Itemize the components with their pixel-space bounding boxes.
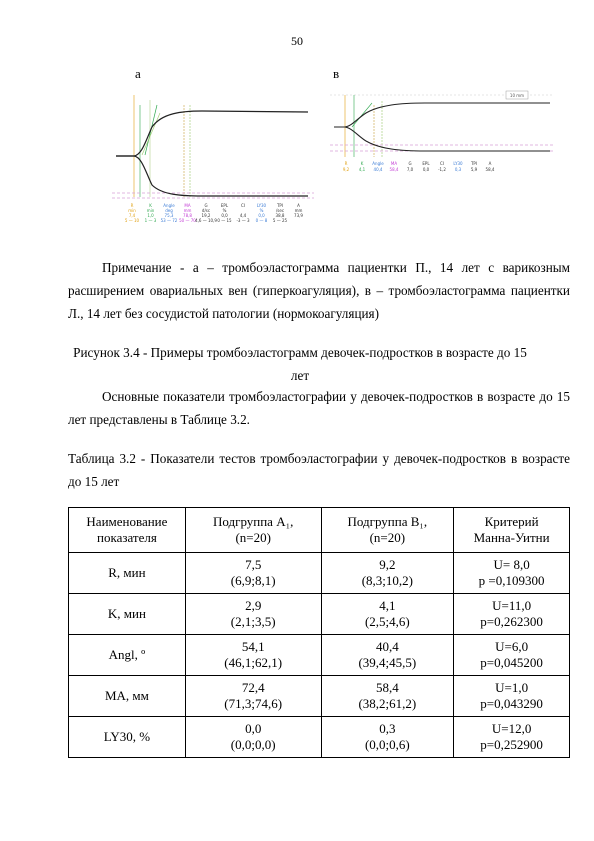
teg-b-param-name: Angle (372, 161, 384, 166)
teg-b-scale-label: 10 mm (509, 93, 525, 98)
cell-mann-whitney: U=1,0 p=0,043290 (454, 676, 570, 717)
teg-b-param-value: 5,9 (470, 167, 478, 172)
teg-a-param-name: A (297, 203, 300, 208)
thromboelastogram-a (112, 85, 314, 235)
cell-group-b1: 9,2 (8,3;10,2) (321, 553, 454, 594)
figure-label-a: а (135, 66, 141, 81)
page-number: 50 (291, 34, 303, 48)
table-row (69, 717, 570, 758)
header-subgroup-a1: Подгруппа А₁, (n=20) (185, 508, 321, 553)
teg-a-param-unit: % (259, 208, 264, 213)
cell-parameter-name: LY30, % (69, 717, 186, 758)
teg-a-param-unit: min (146, 208, 155, 213)
table-row (69, 635, 570, 676)
table-caption: Таблица 3.2 - Показатели тестов тромбоэластографии у девочек-подростков в возрасте до 15 лет (68, 451, 570, 489)
teg-b-param-name: EPL (422, 161, 430, 166)
teg-b-svg (330, 85, 554, 193)
teg-b-param-name: A (488, 161, 492, 166)
teg-b-param-name: TPI (470, 161, 478, 166)
header-mann-whitney: Критерий Манна-Уитни (454, 508, 570, 553)
teg-a-param-name: MA (184, 203, 191, 208)
teg-b-param-value: -1,2 (438, 167, 446, 172)
table-row (69, 676, 570, 717)
teg-a-param-value: 38,8 (275, 213, 285, 218)
teg-b-param-name: MA (390, 161, 398, 166)
cell-group-a1: 72,4 (71,3;74,6) (185, 676, 321, 717)
teg-b-param-value: 0,0 (422, 167, 430, 172)
teg-a-param-value: 0,0 (221, 213, 228, 218)
teg-a-param-range: 50 — 70 (179, 218, 196, 223)
teg-a-param-unit: mm (183, 208, 192, 213)
figure-caption: Рисунок 3.4 - Примеры тромбоэластограмм девочек-подростков в возрасте до 15 лет (73, 345, 527, 383)
table-row (69, 553, 570, 594)
cell-parameter-name: R, мин (69, 553, 186, 594)
cell-mann-whitney: U=6,0 p=0,045200 (454, 635, 570, 676)
teg-a-param-value: 0,0 (258, 213, 265, 218)
teg-b-param-value: 9,2 (342, 167, 350, 172)
cell-group-a1: 0,0 (0,0;0,0) (185, 717, 321, 758)
teg-a-param-range: 4,6 — 10,9 (195, 218, 217, 223)
cell-group-a1: 7,5 (6,9;8,1) (185, 553, 321, 594)
cell-parameter-name: K, мин (69, 594, 186, 635)
teg-a-param-strip (125, 203, 304, 223)
teg-b-param-value: 58,4 (389, 167, 399, 172)
teg-a-param-value: 75,3 (164, 213, 174, 218)
teg-a-param-value: 78,8 (183, 213, 192, 218)
cell-mann-whitney: U=11,0 p=0,262300 (454, 594, 570, 635)
teg-b-param-value: 40,4 (373, 167, 383, 172)
teg-a-param-unit: min (128, 208, 136, 213)
teg-a-param-range: 0 — 15 (217, 218, 232, 223)
cell-group-b1: 0,3 (0,0;0,6) (321, 717, 454, 758)
teg-a-param-unit: % (222, 208, 227, 213)
teg-a-param-name: Angle (163, 203, 175, 208)
cell-group-a1: 54,1 (46,1;62,1) (185, 635, 321, 676)
cell-parameter-name: MA, мм (69, 676, 186, 717)
teg-b-param-name: LY30 (453, 161, 463, 166)
teg-b-param-value: 0,3 (454, 167, 462, 172)
teg-b-param-name: G (408, 161, 412, 166)
teg-a-param-name: LY30 (256, 203, 267, 208)
teg-a-param-value: 19,2 (201, 213, 211, 218)
body-paragraph: Основные показатели тромбоэластографии у девочек-подростков в возрасте до 15 лет представлены в Таблице 3.2. (68, 389, 570, 427)
header-parameter: Наименование показателя (69, 508, 186, 553)
teg-a-param-range: 5 — 10 (124, 218, 140, 223)
teg-a-param-range: -3 — 3 (236, 218, 250, 223)
thromboelastogram-b (330, 85, 554, 193)
teg-a-param-name: CI (241, 203, 245, 208)
teg-a-param-name: EPL (220, 203, 229, 208)
teg-b-param-value: 4,1 (358, 167, 366, 172)
teg-b-param-name: K (360, 161, 364, 166)
header-subgroup-b1: Подгруппа В₁, (n=20) (321, 508, 454, 553)
teg-a-param-value: 4,4 (239, 213, 247, 218)
figure-label-b: в (333, 66, 340, 81)
teg-a-param-value: 73,9 (294, 213, 303, 218)
teg-a-svg (112, 85, 314, 235)
cell-group-b1: 40,4 (39,4;45,5) (321, 635, 454, 676)
teg-a-param-range: 1 — 3 (144, 218, 157, 223)
cell-mann-whitney: U=12,0 p=0,252900 (454, 717, 570, 758)
teg-a-param-range: 53 — 72 (160, 218, 178, 223)
teg-a-param-name: G (204, 203, 208, 208)
teg-a-param-unit: mm (294, 208, 303, 213)
teg-a-param-value: 1,0 (147, 213, 154, 218)
teg-a-param-unit: /sec (275, 208, 285, 213)
teg-a-param-range: 5 — 25 (272, 218, 288, 223)
figure-note: Примечание - а – тромбоэластограмма пациентки П., 14 лет с варикозным расширением овариальных вен (гиперкоагуляция), в – тромбоэластограмма пациентки Л., 14 лет без сосудистой патологии (нормокоагуляция) (68, 260, 570, 321)
teg-a-param-unit: deg (165, 208, 173, 213)
teg-a-param-name: R (130, 203, 134, 208)
table-row (69, 594, 570, 635)
results-table (68, 507, 570, 758)
cell-mann-whitney: U= 8,0 p =0,109300 (454, 553, 570, 594)
teg-a-param-name: K (149, 203, 152, 208)
cell-parameter-name: Angl, º (69, 635, 186, 676)
teg-b-param-strip (343, 161, 495, 172)
teg-a-param-name: TPI (276, 203, 284, 208)
teg-a-param-value: 7,4 (128, 213, 136, 218)
cell-group-b1: 4,1 (2,5;4,6) (321, 594, 454, 635)
teg-b-param-value: 7,0 (406, 167, 414, 172)
teg-b-param-name: R (344, 161, 348, 166)
teg-b-param-value: 58,4 (485, 167, 495, 172)
table-header-row (69, 508, 570, 553)
cell-group-a1: 2,9 (2,1;3,5) (185, 594, 321, 635)
cell-group-b1: 58,4 (38,2;61,2) (321, 676, 454, 717)
teg-a-param-range: 0 — 8 (255, 218, 268, 223)
teg-a-param-unit: d/sc (201, 208, 211, 213)
teg-b-param-name: CI (440, 161, 444, 166)
